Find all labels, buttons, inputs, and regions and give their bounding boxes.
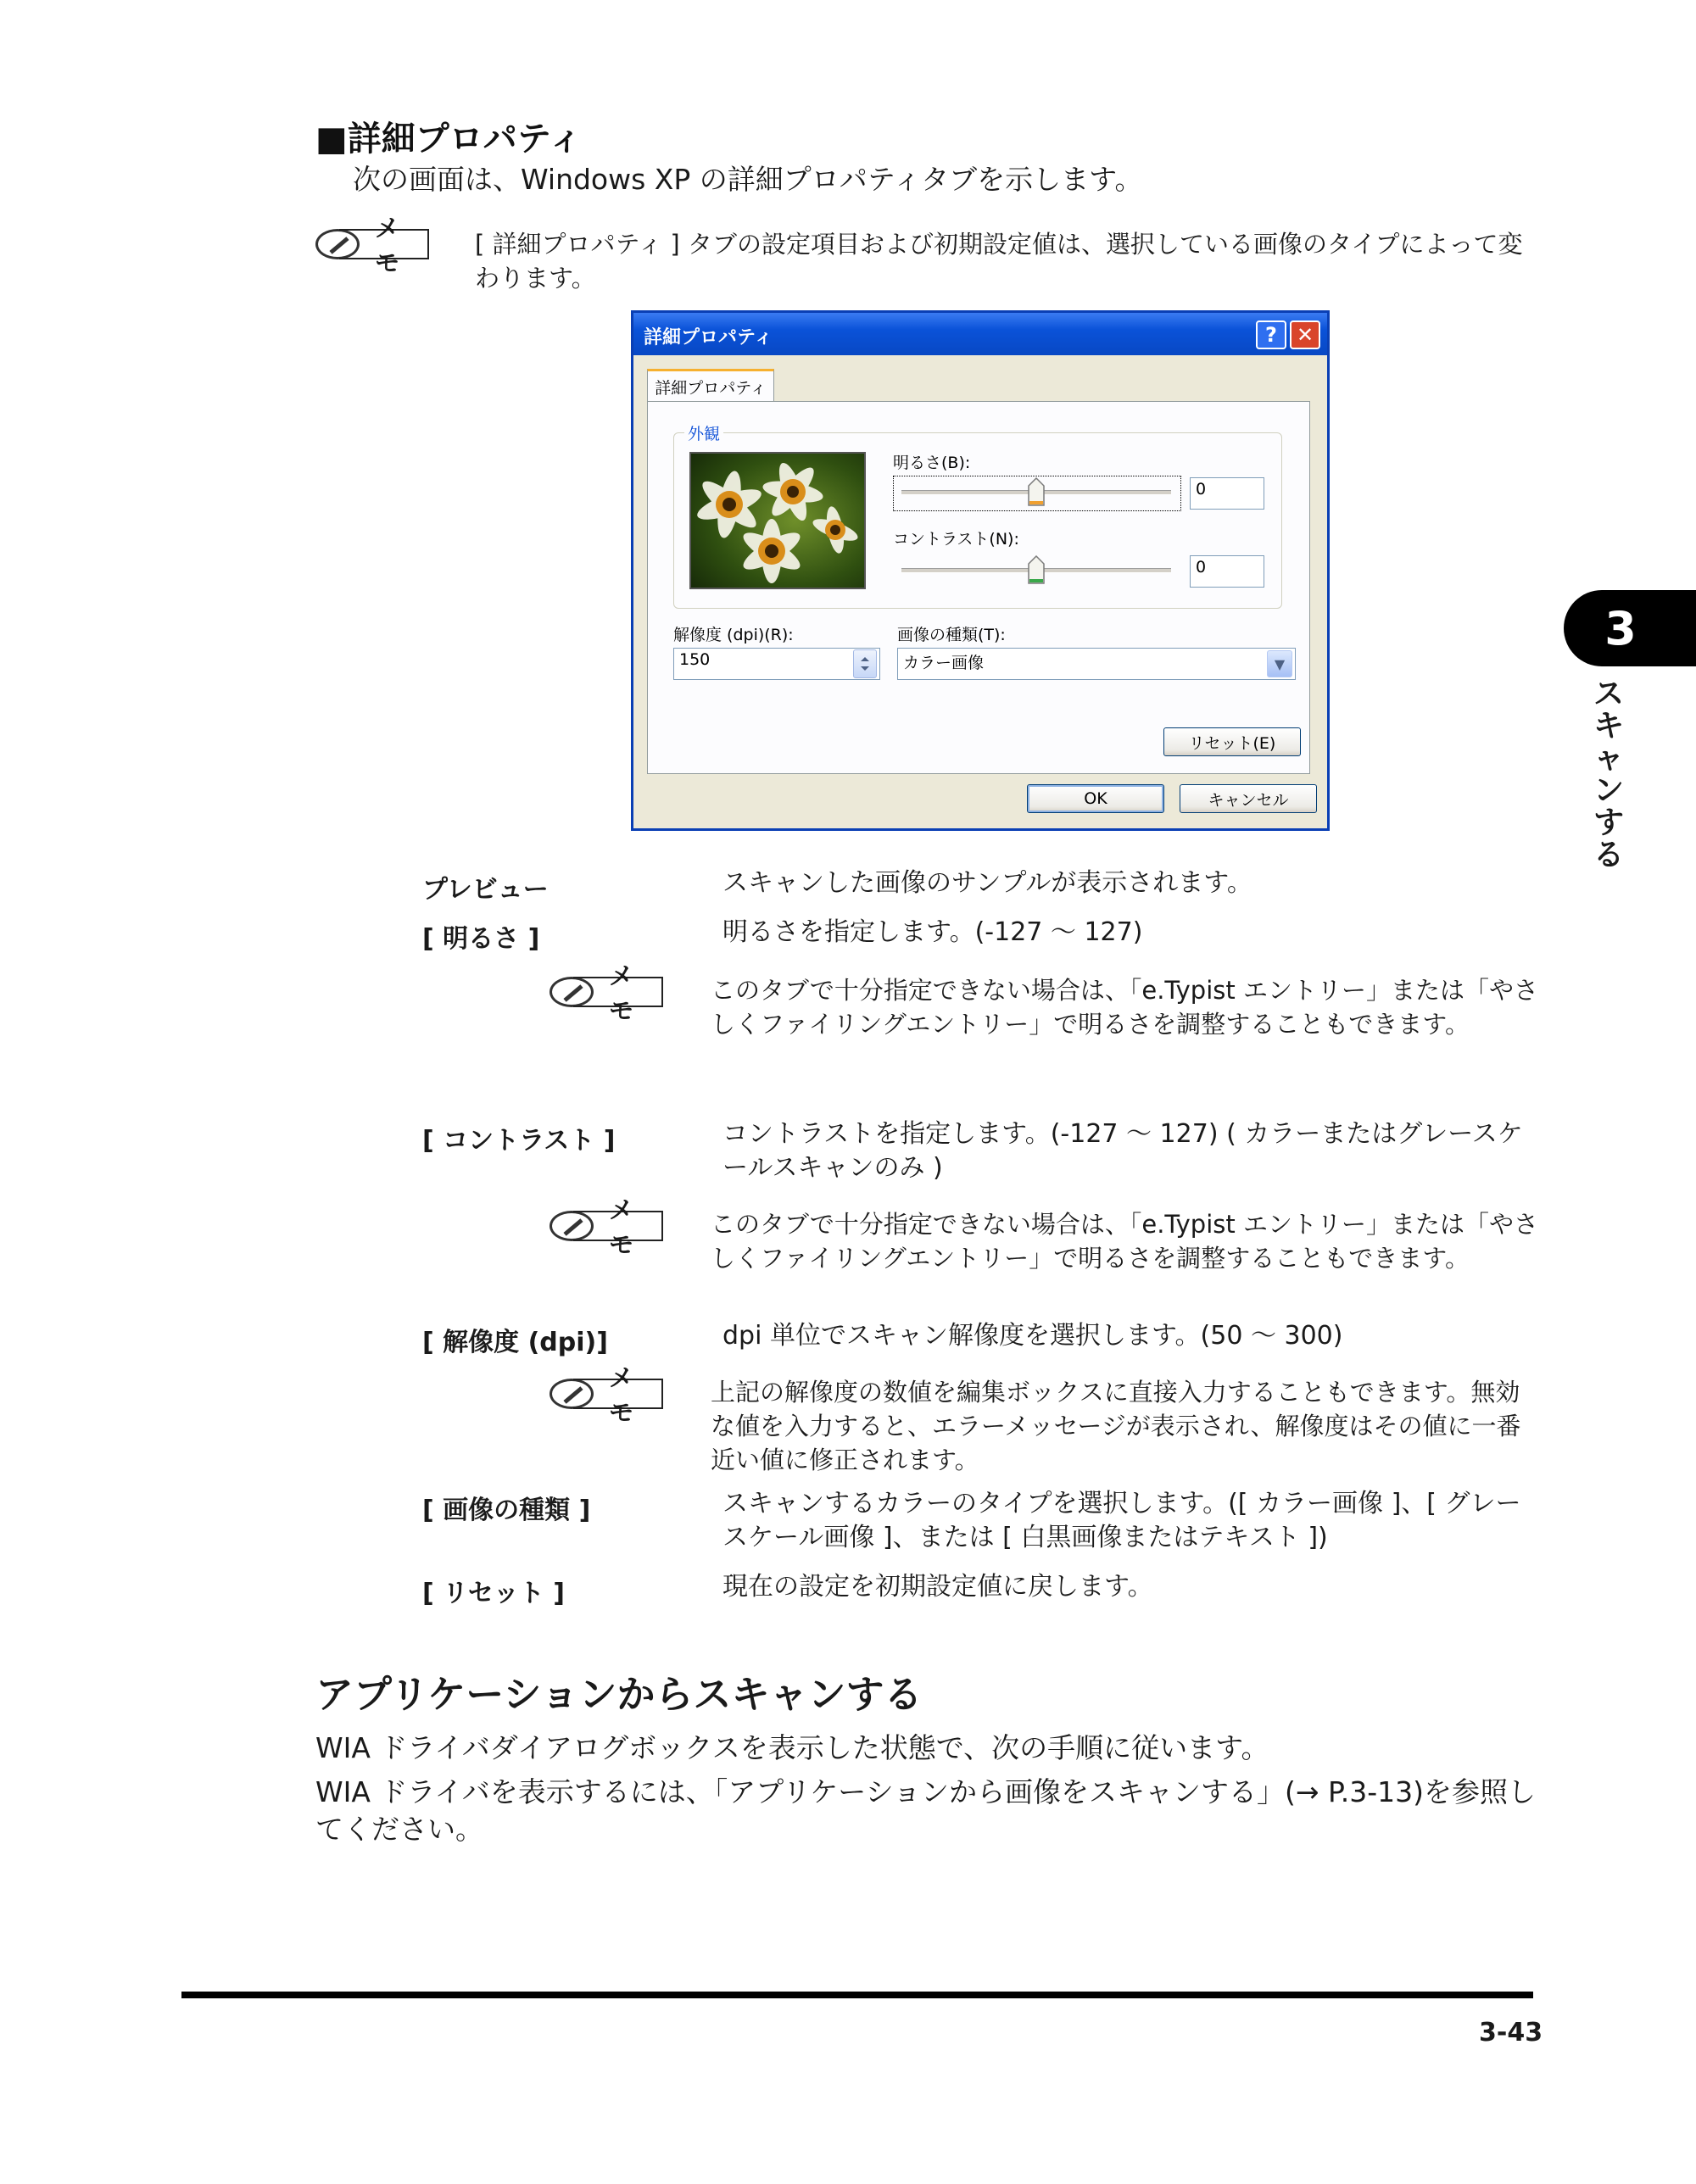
desc-reset: 現在の設定を初期設定値に戻します。 bbox=[722, 1572, 1153, 1602]
brightness-slider[interactable] bbox=[901, 477, 1171, 508]
tab-advanced-properties[interactable]: 詳細プロパティ bbox=[647, 369, 774, 403]
contrast-input[interactable]: 0 bbox=[1190, 555, 1264, 588]
chapter-number-tab: 3 bbox=[1564, 590, 1696, 666]
section-intro: 次の画面は、Windows XP の詳細プロパティタブを示します。 bbox=[353, 163, 1143, 196]
brightness-input[interactable]: 0 bbox=[1190, 477, 1264, 510]
spin-arrows-icon bbox=[854, 650, 876, 677]
image-type-select[interactable]: カラー画像 bbox=[897, 648, 1296, 680]
resolution-input[interactable]: 150 bbox=[673, 648, 880, 680]
memo-badge bbox=[550, 961, 663, 1025]
memo-badge bbox=[550, 1363, 663, 1427]
help-button[interactable]: ? bbox=[1256, 320, 1286, 349]
appearance-group bbox=[673, 425, 1282, 609]
desc-brightness: 明るさを指定します。(-127 ～ 127) bbox=[722, 917, 1143, 947]
ok-button[interactable]: OK bbox=[1027, 784, 1164, 813]
page-number: 3-43 bbox=[1479, 2018, 1543, 2048]
memo-text: このタブで十分指定できない場合は、「e.Typist エントリー」または「やさしくファイリングエントリー」で明るさを調整することもできます。 bbox=[711, 1210, 1538, 1273]
chapter-title: スキャンする bbox=[1593, 677, 1624, 872]
resolution-label: 解像度 (dpi)(R): bbox=[673, 626, 794, 644]
term-contrast: [ コントラスト ] bbox=[422, 1126, 616, 1156]
section-heading: ■詳細プロパティ bbox=[315, 120, 583, 159]
memo-badge bbox=[550, 1195, 663, 1259]
desc-contrast: コントラストを指定します。(-127 ～ 127) ( カラーまたはグレースケールスキャンのみ ) bbox=[722, 1119, 1523, 1183]
term-preview: プレビュー bbox=[422, 875, 549, 905]
memo-label: メモ bbox=[339, 229, 429, 259]
app-section-heading: アプリケーションからスキャンする bbox=[315, 1672, 923, 1717]
resolution-spinner[interactable] bbox=[853, 649, 877, 678]
memo-label: メモ bbox=[573, 1211, 663, 1241]
memo-badge bbox=[315, 214, 429, 277]
desc-image-type: スキャンするカラーのタイプを選択します。([ カラー画像 ]、[ グレースケール画像 ]、または [ 白黒画像またはテキスト ]) bbox=[722, 1489, 1521, 1552]
preview-image bbox=[689, 452, 866, 589]
dialog-titlebar[interactable] bbox=[633, 313, 1327, 355]
chevron-down-icon[interactable]: ▼ bbox=[1267, 650, 1292, 677]
term-resolution: [ 解像度 (dpi)] bbox=[422, 1328, 608, 1357]
contrast-slider[interactable] bbox=[901, 555, 1171, 586]
reset-button[interactable]: リセット(E) bbox=[1163, 727, 1301, 756]
memo-text: [ 詳細プロパティ ] タブの設定項目および初期設定値は、選択している画像のタイプによって変わります。 bbox=[475, 230, 1523, 292]
memo-label: メモ bbox=[573, 977, 663, 1007]
tab-panel bbox=[647, 401, 1310, 774]
cancel-button[interactable]: キャンセル bbox=[1180, 784, 1317, 813]
dialog-title: 詳細プロパティ bbox=[644, 327, 773, 348]
contrast-thumb[interactable] bbox=[1028, 555, 1045, 584]
app-section-line2: WIA ドライバを表示するには、「アプリケーションから画像をスキャンする」(→ P.3-13)を参照してください。 bbox=[315, 1775, 1537, 1846]
app-section-line1: WIA ドライバダイアログボックスを表示した状態で、次の手順に従います。 bbox=[315, 1731, 1269, 1764]
contrast-label: コントラスト(N): bbox=[893, 530, 1019, 549]
term-reset: [ リセット ] bbox=[422, 1579, 566, 1608]
desc-resolution: dpi 単位でスキャン解像度を選択します。(50 ～ 300) bbox=[722, 1321, 1343, 1351]
desc-preview: スキャンした画像のサンプルが表示されます。 bbox=[722, 868, 1252, 898]
term-brightness: [ 明るさ ] bbox=[422, 924, 540, 954]
term-image-type: [ 画像の種類 ] bbox=[422, 1496, 591, 1525]
brightness-label: 明るさ(B): bbox=[893, 454, 971, 472]
memo-text: 上記の解像度の数値を編集ボックスに直接入力することもできます。無効な値を入力すると、エラーメッセージが表示され、解像度はその値に一番近い値に修正されます。 bbox=[711, 1378, 1521, 1474]
brightness-thumb[interactable] bbox=[1028, 477, 1045, 506]
footer-rule bbox=[181, 1992, 1533, 1998]
image-type-label: 画像の種類(T): bbox=[897, 626, 1006, 644]
properties-dialog bbox=[631, 310, 1330, 831]
memo-text: このタブで十分指定できない場合は、「e.Typist エントリー」または「やさしくファイリングエントリー」で明るさを調整することもできます。 bbox=[711, 976, 1538, 1039]
memo-label: メモ bbox=[573, 1379, 663, 1409]
appearance-group-label: 外観 bbox=[684, 421, 723, 444]
close-button[interactable]: ✕ bbox=[1290, 320, 1320, 349]
